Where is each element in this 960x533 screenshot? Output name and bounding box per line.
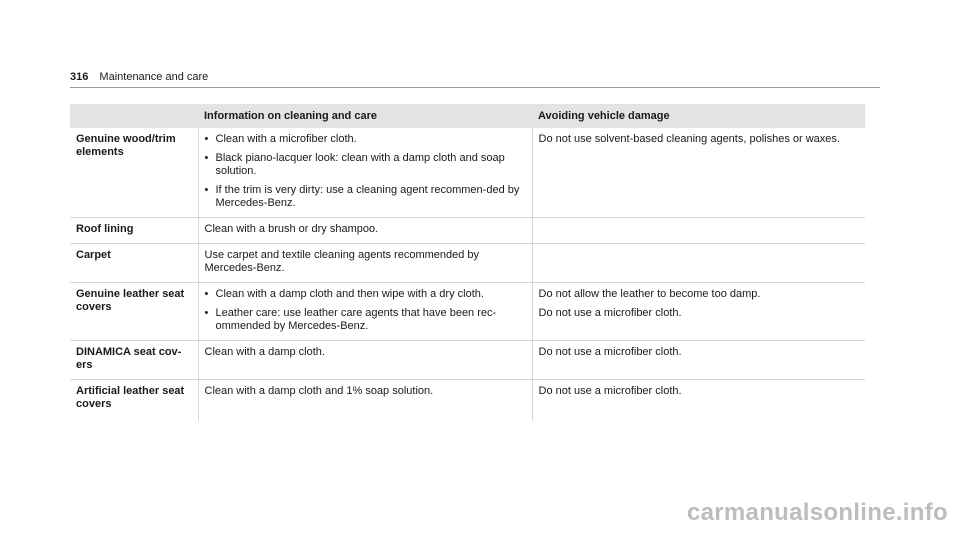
element-name: Artificial leather seat covers	[70, 380, 198, 422]
page-header	[70, 70, 880, 88]
watermark: carmanualsonline.info	[686, 499, 948, 526]
header-cleaning-care: Information on cleaning and care	[198, 104, 532, 128]
table-header-row	[70, 104, 865, 128]
care-cell	[198, 128, 532, 218]
element-name: Genuine wood/trim elements	[76, 133, 176, 158]
care-text: Use carpet and textile cleaning agents recommended by Mercedes-Benz.	[204, 249, 480, 274]
element-name: Roof lining	[70, 218, 198, 244]
care-list	[205, 288, 526, 333]
care-cell	[198, 218, 532, 244]
damage-cell	[532, 244, 865, 283]
damage-cell	[532, 341, 865, 380]
list-item: • Leather care: use leather care agents that have been rec-ommended by Mercedes-Benz.	[205, 307, 526, 333]
element-name: Carpet	[70, 244, 198, 283]
care-list	[205, 133, 526, 210]
list-item: • Clean with a damp cloth and then wipe with a dry cloth.	[205, 288, 526, 301]
cleaning-care-table	[70, 104, 865, 421]
care-cell	[198, 283, 532, 341]
element-name: DINAMICA seat cov-ers	[70, 341, 198, 380]
table-row	[70, 128, 865, 218]
header-avoiding-damage: Avoiding vehicle damage	[532, 104, 865, 128]
care-text: Clean with a damp cloth and 1% soap solution.	[204, 385, 434, 397]
care-text: Clean with a brush or dry shampoo.	[204, 223, 379, 235]
table-row	[70, 218, 865, 244]
damage-text: Do not use a microfiber cloth.	[538, 346, 682, 358]
damage-cell	[532, 218, 865, 244]
table-row	[70, 380, 865, 422]
damage-text: Do not use a microfiber cloth.	[538, 385, 682, 397]
care-text: Clean with a damp cloth.	[204, 346, 325, 358]
table-row	[70, 283, 865, 341]
damage-text: Do not use solvent-based cleaning agents, polishes or waxes.	[538, 133, 840, 145]
table-row	[70, 244, 865, 283]
list-item: • If the trim is very dirty: use a cleaning agent recommen-ded by Mercedes-Benz.	[205, 184, 526, 210]
care-cell	[198, 380, 532, 422]
list-item: • Black piano-lacquer look: clean with a damp cloth and soap solution.	[205, 152, 526, 178]
damage-cell	[532, 128, 865, 218]
damage-cell	[532, 283, 865, 341]
section-title: Maintenance and care	[99, 71, 209, 83]
care-cell	[198, 244, 532, 283]
header-element	[70, 104, 198, 128]
page-number: 316	[70, 71, 89, 83]
damage-text: Do not allow the leather to become too damp.	[538, 288, 761, 300]
list-item: • Clean with a microfiber cloth.	[205, 133, 526, 146]
table-row	[70, 341, 865, 380]
damage-cell	[532, 380, 865, 422]
damage-text: Do not use a microfiber cloth.	[538, 307, 682, 319]
care-cell	[198, 341, 532, 380]
element-name: Genuine leather seat covers	[70, 283, 198, 341]
